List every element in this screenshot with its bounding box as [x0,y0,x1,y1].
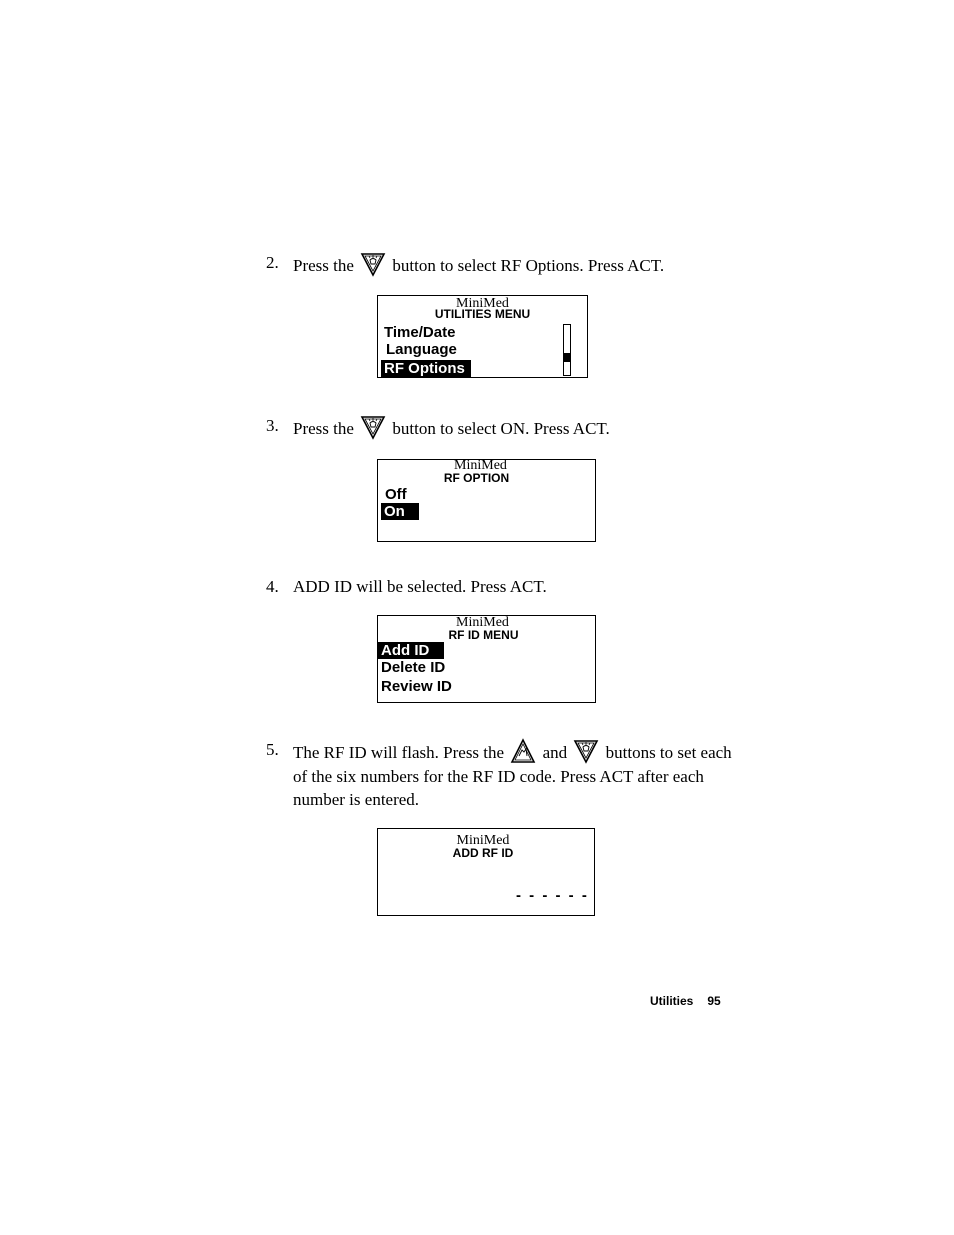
step-text-line-3: number is entered. [293,790,420,809]
down-arrow-button-icon [360,251,386,277]
menu-title: RF ID MENU [448,628,519,642]
step-text: ADD ID will be selected. Press ACT. [293,577,547,596]
brand-label: MiniMed [456,833,510,848]
step-4 [266,575,726,601]
pump-screen-add-rf-id [377,828,595,916]
step-text [293,738,732,764]
step-text-post: button to select ON. Press ACT. [392,419,610,438]
step-text-post: button to select RF Options. Press ACT. [392,256,665,275]
up-arrow-button-icon [510,738,536,764]
step-5 [266,738,746,814]
menu-item-add-id: Add ID [378,642,444,659]
rf-id-value: - - - - - - [516,887,589,904]
menu-title: UTILITIES MENU [434,307,531,321]
step-text-pre: Press the [293,256,354,275]
menu-title: RF OPTION [443,471,510,485]
menu-item-time-date: Time/Date [384,324,456,341]
menu-title: ADD RF ID [452,846,514,860]
step-3 [266,414,726,440]
menu-item-delete-id: Delete ID [381,659,446,676]
step-text-mid: and [542,743,568,762]
step-text [293,251,664,277]
step-number: 4. [266,577,279,596]
brand-label: MiniMed [456,615,509,630]
brand-label: MiniMed [454,458,507,473]
section-name: Utilities [650,994,694,1008]
menu-item-off: Off [385,486,407,503]
scrollbar [563,324,571,376]
menu-item-rf-options: RF Options [381,360,471,377]
step-number: 5. [266,740,279,759]
pump-screen-rf-option [377,459,596,542]
step-text [293,414,610,440]
menu-item-language: Language [386,341,457,358]
step-2 [266,251,726,277]
step-number: 3. [266,416,279,435]
down-arrow-button-icon [573,738,599,764]
brand-label: MiniMed [456,296,509,311]
page-footer [650,994,721,1008]
step-number: 2. [266,253,279,272]
step-text-post: buttons to set each [605,743,732,762]
scrollbar-thumb [564,353,570,362]
step-text-pre: Press the [293,419,354,438]
menu-item-review-id: Review ID [381,678,452,695]
step-text-line-2: of the six numbers for the RF ID code. Press ACT after each [293,767,704,786]
pump-screen-rf-id-menu [377,615,596,703]
pump-screen-utilities-menu [377,295,588,378]
down-arrow-button-icon [360,414,386,440]
page-number: 95 [707,994,721,1008]
step-text-pre: The RF ID will flash. Press the [293,743,505,762]
menu-item-on: On [381,503,419,520]
